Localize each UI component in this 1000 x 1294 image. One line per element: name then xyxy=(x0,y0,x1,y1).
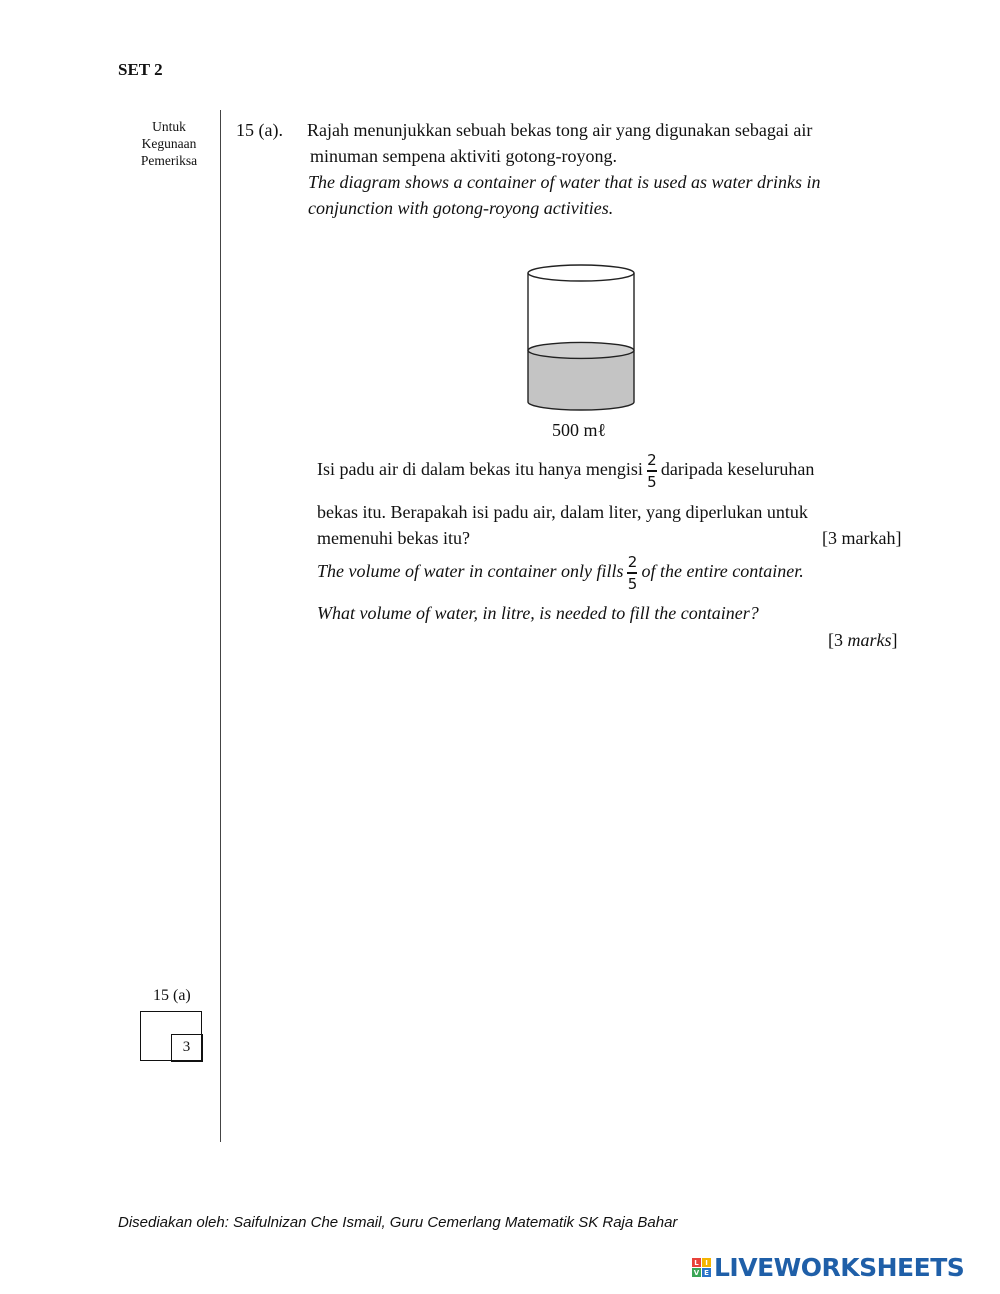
score-max: 3 xyxy=(171,1034,203,1062)
score-label: 15 (a) xyxy=(153,987,191,1004)
logo-cell-v: V xyxy=(693,1268,700,1277)
english-marks-open: [3 xyxy=(828,630,843,650)
english-question-text-before: The volume of water in container only fills xyxy=(317,560,624,581)
liveworksheets-logo-icon xyxy=(692,1258,711,1277)
question-number: 15 (a). xyxy=(236,120,283,140)
examiner-use-column xyxy=(130,118,208,169)
liveworksheets-brand[interactable] xyxy=(692,1253,964,1282)
english-intro-line-2: conjunction with gotong-royong activities. xyxy=(308,198,614,218)
logo-cell-i: I xyxy=(702,1258,711,1267)
score-box[interactable] xyxy=(140,1011,202,1061)
malay-question-text-before: Isi padu air di dalam bekas itu hanya mengisi xyxy=(317,458,643,479)
malay-intro-line-1: Rajah menunjukkan sebuah bekas tong air yang digunakan sebagai air xyxy=(307,120,813,140)
logo-cell-l: L xyxy=(692,1258,701,1267)
malay-marks: [3 markah] xyxy=(822,528,902,548)
examiner-line-1: Untuk xyxy=(152,119,186,134)
water-surface xyxy=(528,342,634,358)
fraction-bar xyxy=(647,470,657,472)
diagram-label: 500 mℓ xyxy=(552,420,607,440)
examiner-line-2: Kegunaan xyxy=(141,136,197,151)
english-marks-word: marks xyxy=(847,630,892,650)
set-label: SET 2 xyxy=(118,60,163,79)
fraction-numerator: 2 xyxy=(647,451,657,469)
container-rim xyxy=(528,265,634,281)
english-marks-close: ] xyxy=(891,630,898,650)
english-marks xyxy=(828,630,898,651)
malay-intro-line-2: minuman sempena aktiviti gotong-royong. xyxy=(310,146,617,166)
fraction-two-fifths-english xyxy=(627,554,637,592)
footer-credit: Disediakan oleh: Saifulnizan Che Ismail, Guru Cemerlang Matematik SK Raja Bahar xyxy=(118,1214,678,1231)
fraction-bar-english xyxy=(627,572,637,574)
logo-cell-e: E xyxy=(702,1268,711,1277)
malay-question-line-2: bekas itu. Berapakah isi padu air, dalam liter, yang diperlukan untuk xyxy=(317,502,808,522)
fraction-two-fifths xyxy=(647,452,657,490)
water-container-diagram xyxy=(520,258,644,418)
fraction-denominator-english: 5 xyxy=(627,574,638,593)
fraction-denominator: 5 xyxy=(647,472,657,491)
english-question-text-after: of the entire container. xyxy=(641,560,804,581)
english-question-line-2: What volume of water, in litre, is needed to fill the container? xyxy=(317,603,759,623)
malay-question-line-1 xyxy=(317,452,814,490)
water-fill xyxy=(528,350,634,410)
examiner-line-3: Pemeriksa xyxy=(140,153,198,168)
english-question-line-1 xyxy=(317,554,804,592)
malay-question-text-after: daripada keseluruhan xyxy=(660,458,815,479)
brand-name: LIVEWORKSHEETS xyxy=(714,1253,965,1282)
english-intro-line-1: The diagram shows a container of water that is used as water drinks in xyxy=(308,172,821,192)
margin-divider xyxy=(220,110,221,1142)
malay-question-line-3: memenuhi bekas itu? xyxy=(317,528,470,548)
fraction-numerator-english: 2 xyxy=(627,553,638,571)
